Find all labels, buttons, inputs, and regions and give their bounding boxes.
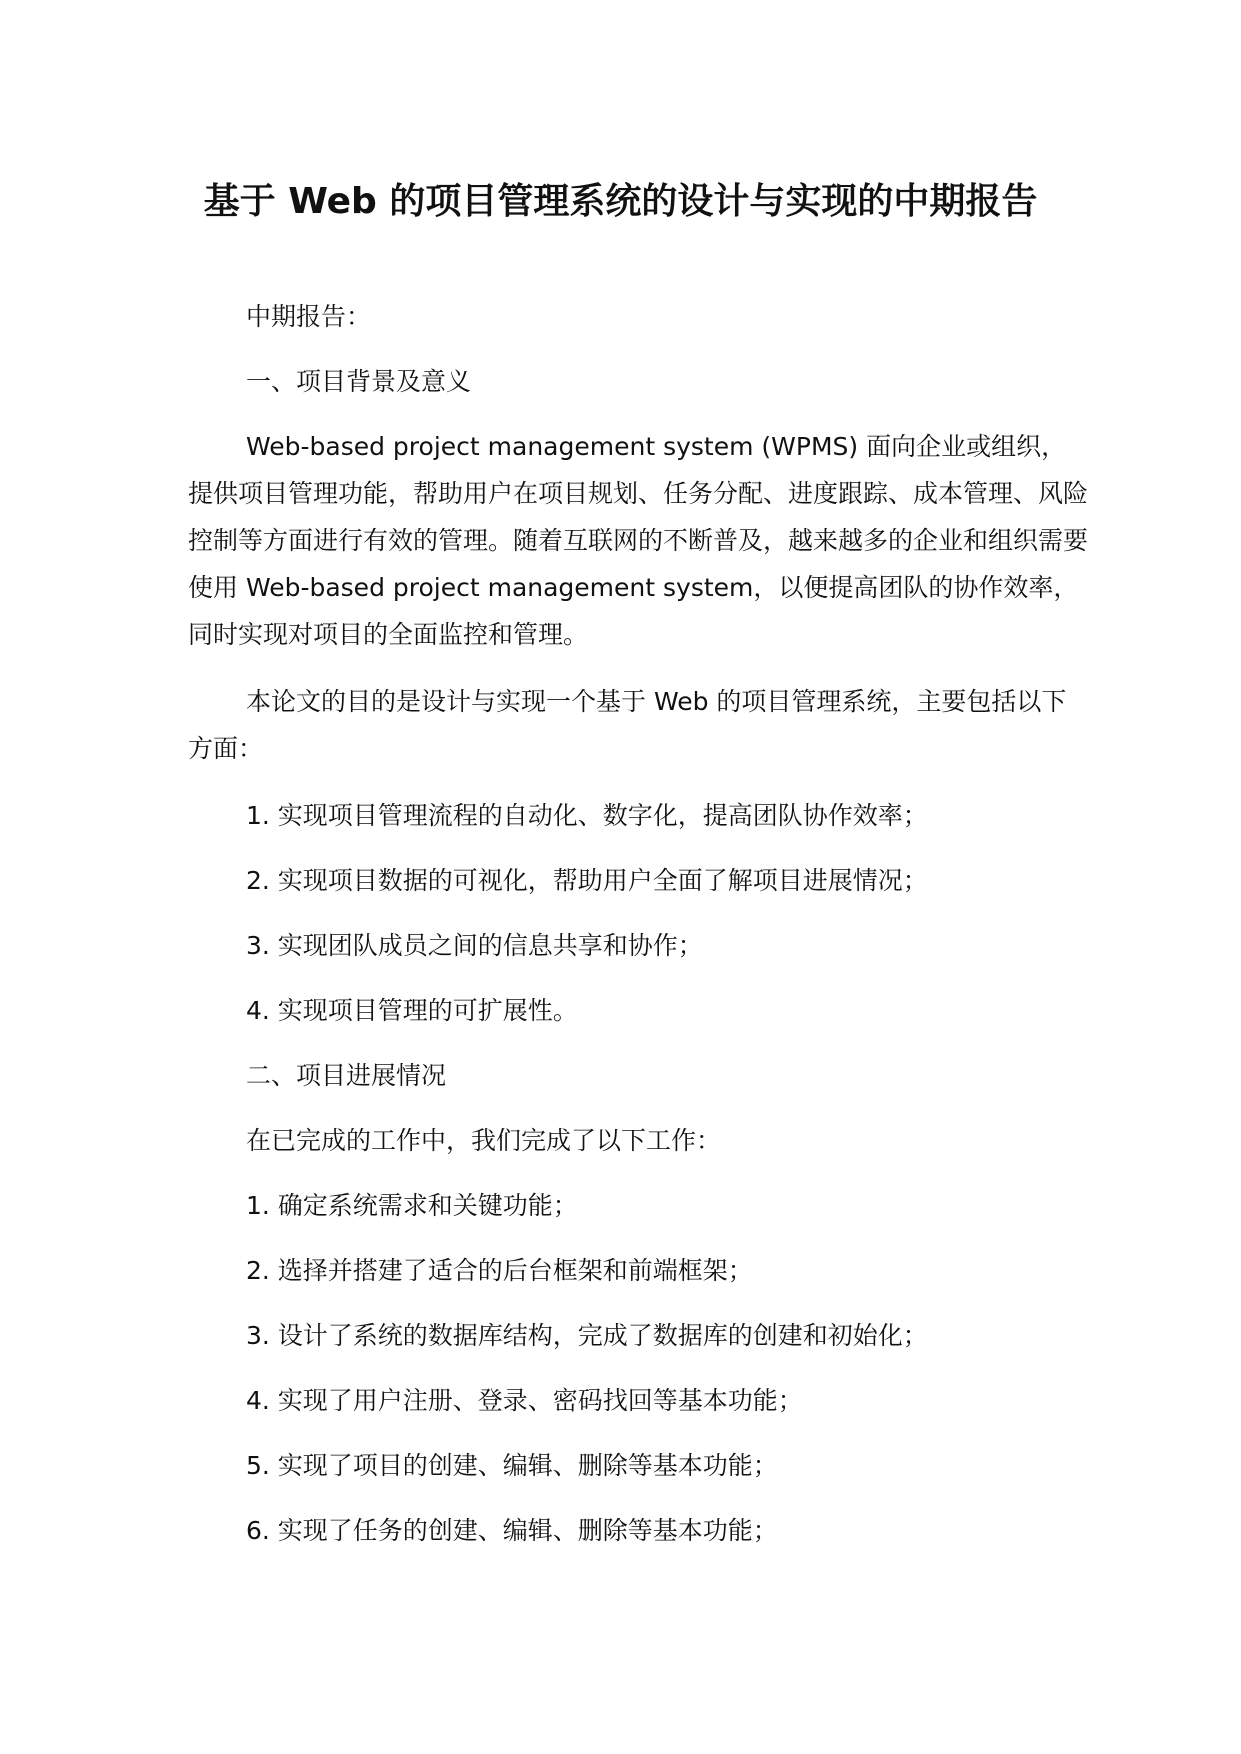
section-heading: 一、项目背景及意义 <box>246 367 472 396</box>
paragraph-heading: 中期报告： <box>246 302 372 331</box>
section-heading: 二、项目进展情况 <box>246 1061 447 1090</box>
list-item: 3. 设计了系统的数据库结构，完成了数据库的创建和初始化； <box>246 1321 928 1350</box>
list-item: 3. 实现团队成员之间的信息共享和协作； <box>246 931 703 960</box>
document-title: 基于 Web 的项目管理系统的设计与实现的中期报告 <box>203 181 1038 222</box>
paragraph-purpose: 本论文的目的是设计与实现一个基于 Web 的项目管理系统，主要包括以下方面： <box>188 687 1067 763</box>
paragraph-progress-intro: 在已完成的工作中，我们完成了以下工作： <box>246 1126 722 1155</box>
list-item: 2. 实现项目数据的可视化，帮助用户全面了解项目进展情况； <box>246 866 928 895</box>
list-item: 1. 确定系统需求和关键功能； <box>246 1191 578 1220</box>
list-item: 1. 实现项目管理流程的自动化、数字化，提高团队协作效率； <box>246 801 928 830</box>
list-item: 4. 实现了用户注册、登录、密码找回等基本功能； <box>246 1386 803 1415</box>
list-item: 5. 实现了项目的创建、编辑、删除等基本功能； <box>246 1451 778 1480</box>
list-item: 6. 实现了任务的创建、编辑、删除等基本功能； <box>246 1516 778 1545</box>
document-body <box>188 293 1088 1572</box>
list-item: 4. 实现项目管理的可扩展性。 <box>246 996 578 1025</box>
paragraph-background: Web-based project management system (WPMS) 面向企业或组织，提供项目管理功能，帮助用户在项目规划、任务分配、进度跟踪、成本管理、风险控制等方面进行有效的管理。随着互联网的不断普及，越来越多的企业和组织需要使用 Web-based project management system，以便提高团队的协作效率，同时实现对项目的全面监控和管理。 <box>188 432 1089 649</box>
list-item: 2. 选择并搭建了适合的后台框架和前端框架； <box>246 1256 753 1285</box>
